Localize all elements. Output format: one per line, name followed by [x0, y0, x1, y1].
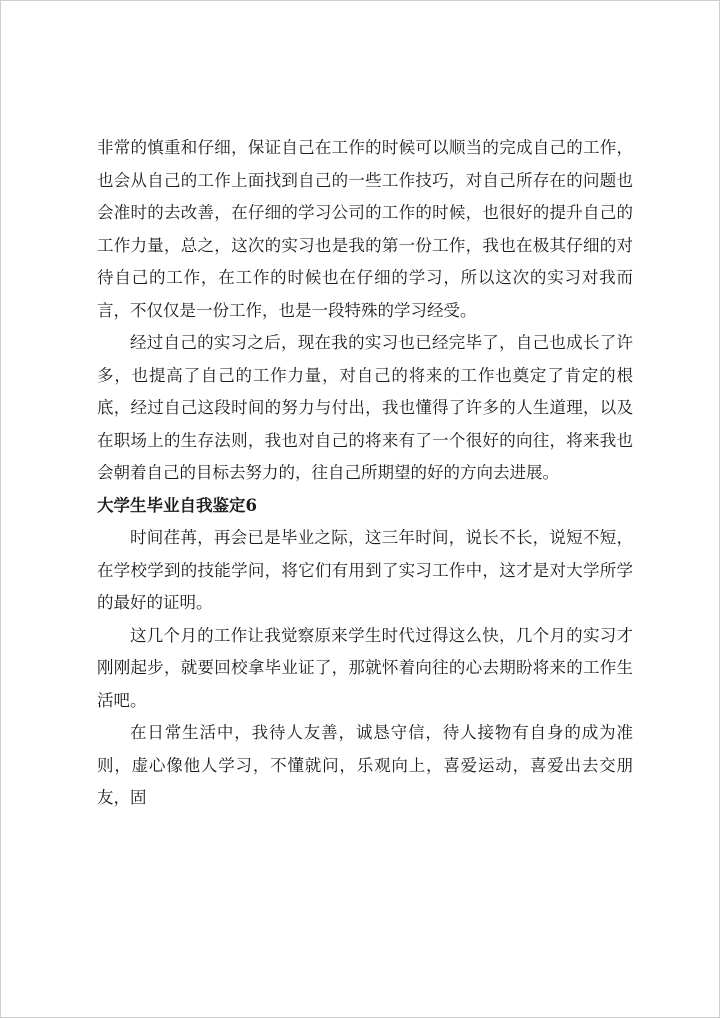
- paragraph-4: 这几个月的工作让我觉察原来学生时代过得这么快，几个月的实习才刚刚起步，就要回校拿毕业证了，那就怀着向往的心去期盼将来的工作生活吧。: [97, 625, 633, 710]
- paragraph-2: 经过自己的实习之后，现在我的实习也已经完毕了，自己也成长了许多，也提高了自己的工作力量，对自己的将来的工作也奠定了肯定的根底，经过自己这段时间的努力与付出，我也懂得了许多的人生道理，以及在职场上的生存法则，我也对自己的将来有了一个很好的向往，将来我也会朝着自己的目标去努力的，往自己所期望的好的方向去进展。: [97, 333, 633, 482]
- paragraph-1: 非常的慎重和仔细，保证自己在工作的时候可以顺当的完成自己的工作，也会从自己的工作上面找到自己的一些工作技巧，对自己所存在的问题也会准时的去改善，在仔细的学习公司的工作的时候，也很好的提升自己的工作力量，总之，这次的实习也是我的第一份工作，我也在极其仔细的对待自己的工作，在工作的时候也在仔细的学习，所以这次的实习对我而言，不仅仅是一份工作，也是一段特殊的学习经受。: [97, 138, 633, 320]
- paragraph-5: 在日常生活中，我待人友善，诚恳守信，待人接物有自身的成为准则，虚心像他人学习，不懂就问，乐观向上，喜爱运动，喜爱出去交朋友，固: [97, 723, 633, 807]
- section-heading: 大学生毕业自我鉴定6: [97, 495, 257, 515]
- paragraph-3: 时间荏苒，再会已是毕业之际，这三年时间，说长不长，说短不短，在学校学到的技能学问，将它们有用到了实习工作中，这才是对大学所学的最好的证明。: [97, 528, 633, 612]
- document-body: [97, 132, 633, 815]
